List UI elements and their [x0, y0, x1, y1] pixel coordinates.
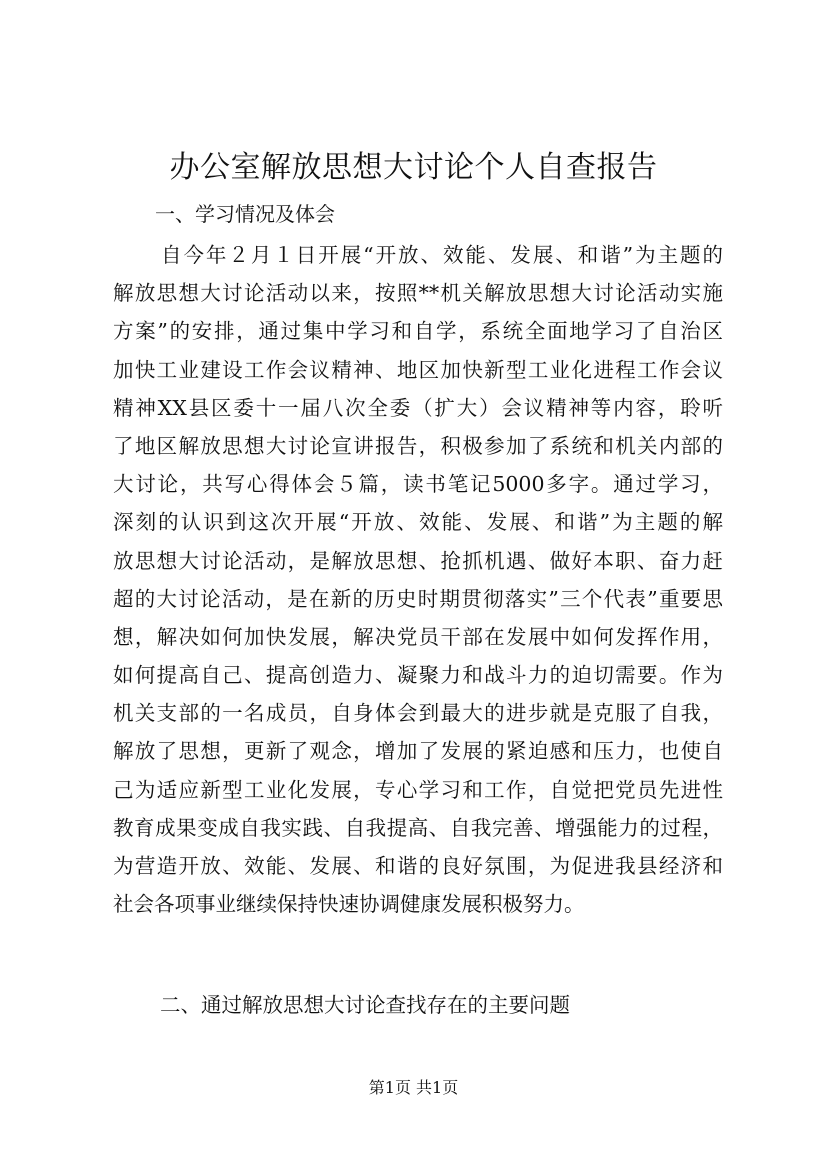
body-line: 社会各项事业继续保持快速协调健康发展积极努力。 — [113, 892, 585, 917]
section-heading-2: 二、通过解放思想大讨论查找存在的主要问题 — [160, 993, 570, 1017]
body-line: 机关支部的一名成员，自身体会到最大的进步就是克服了自我， — [113, 701, 723, 726]
page-footer: 第1页 共1页 — [368, 1078, 459, 1097]
section-heading-1: 一、学习情况及体会 — [155, 202, 335, 226]
body-line: 方案”的安排，通过集中学习和自学，系统全面地学习了自治区 — [113, 319, 723, 344]
body-line: 己为适应新型工业化发展，专心学习和工作，自觉把党员先进性 — [113, 777, 723, 802]
body-line: 大讨论，共写心得体会５篇，读书笔记5000多字。通过学习， — [113, 472, 723, 497]
body-line: 解放了思想，更新了观念，增加了发展的紧迫感和压力，也使自 — [113, 739, 723, 764]
body-line: 如何提高自己、提高创造力、凝聚力和战斗力的迫切需要。作为 — [113, 663, 723, 688]
body-line: 加快工业建设工作会议精神、地区加快新型工业化进程工作会议 — [113, 357, 723, 382]
body-line: 自今年２月１日开展“开放、效能、发展、和谐”为主题的 — [161, 243, 723, 267]
body-line: 了地区解放思想大讨论宣讲报告，积极参加了系统和机关内部的 — [113, 433, 723, 458]
body-line: 解放思想大讨论活动以来，按照**机关解放思想大讨论活动实施 — [113, 281, 723, 306]
body-line: 超的大讨论活动，是在新的历史时期贯彻落实”三个代表”重要思 — [113, 586, 723, 611]
body-line: 精神XX县区委十一届八次全委（扩大）会议精神等内容，聆听 — [113, 395, 723, 420]
document-title: 办公室解放思想大讨论个人自查报告 — [169, 150, 658, 185]
body-paragraph — [113, 236, 723, 923]
body-line: 教育成果变成自我实践、自我提高、自我完善、增强能力的过程， — [113, 815, 723, 840]
body-line: 深刻的认识到这次开展“开放、效能、发展、和谐”为主题的解 — [113, 510, 723, 535]
body-line: 为营造开放、效能、发展、和谐的良好氛围，为促进我县经济和 — [113, 854, 723, 878]
body-line: 放思想大讨论活动，是解放思想、抢抓机遇、做好本职、奋力赶 — [113, 548, 723, 573]
body-line: 想，解决如何加快发展，解决党员干部在发展中如何发挥作用， — [113, 624, 723, 649]
